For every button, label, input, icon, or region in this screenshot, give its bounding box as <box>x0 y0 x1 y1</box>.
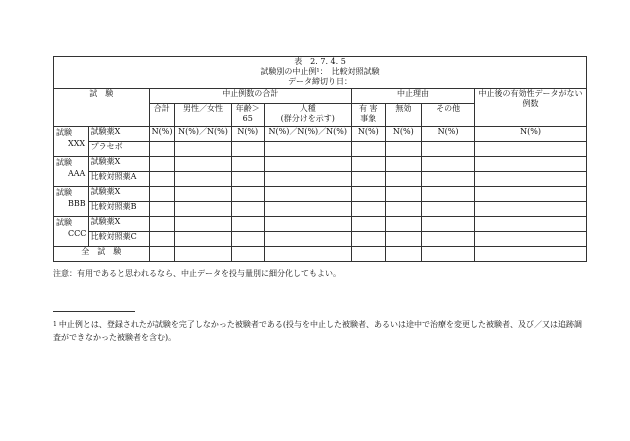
group-code: XXX <box>68 139 86 148</box>
drug-name: 試験薬X <box>88 187 149 202</box>
footnote-mark: 1 <box>53 321 57 328</box>
header-study: 試 験 <box>54 89 150 127</box>
cell-other: N(%) <box>422 127 475 142</box>
table-row-all-studies <box>54 247 587 262</box>
data-cutoff-label: データ締切り日： <box>288 77 352 86</box>
header-race-line1: 人種 <box>299 104 316 113</box>
table-number: 表 2. 7. 4. 5 <box>294 57 346 66</box>
header-reason: 中止理由 <box>351 89 474 104</box>
drug-name: 試験薬X <box>88 157 149 172</box>
cell-age: N(%) <box>231 127 264 142</box>
header-race-line2: (群分けを示す) <box>280 114 335 123</box>
drug-name: 試験薬X <box>88 217 149 232</box>
table-row <box>54 127 587 142</box>
header-discontinuation-count: 中止例数の合計 <box>149 89 351 104</box>
cell-sex: N(%)／N(%) <box>175 127 232 142</box>
cell-total: N(%) <box>149 127 174 142</box>
table-row <box>54 217 587 232</box>
header-age-line1: 年齢＞ <box>235 104 260 113</box>
group-label: 試験 <box>56 188 72 197</box>
group-cell-bbb <box>54 187 89 217</box>
drug-name: 比較対照薬A <box>88 172 149 187</box>
table-row <box>54 232 587 247</box>
group-label: 試験 <box>56 128 72 137</box>
footnote-text: 中止例とは、登録されたが試験を完了しなかった被験者である(投与を中止した被験者、あるいは途中で治療を変更した被験者、及び／又は追跡調査ができなかった被験者を含む)。 <box>53 320 582 342</box>
cell-race: N(%)／N(%)／N(%) <box>264 127 351 142</box>
discontinuation-table <box>53 56 587 262</box>
table-title: 試験別の中止例¹： 比較対照試験 <box>260 67 380 76</box>
group-code: BBB <box>68 199 86 208</box>
table-note: 注意：有用であると思われるなら、中止データを投与量別に細分化してもよい。 <box>53 269 341 278</box>
header-race <box>264 104 351 127</box>
table-row <box>54 157 587 172</box>
cell-adverse-event: N(%) <box>351 127 385 142</box>
group-code: CCC <box>68 229 87 238</box>
cell-ineffective: N(%) <box>385 127 422 142</box>
drug-name: 比較対照薬C <box>88 232 149 247</box>
group-code: AAA <box>68 169 86 178</box>
table-row <box>54 142 587 157</box>
all-studies-label: 全 試 験 <box>54 247 150 262</box>
group-cell-xxx <box>54 127 89 157</box>
table-title-cell <box>54 57 587 89</box>
cell-no-efficacy: N(%) <box>475 127 587 142</box>
table-row <box>54 172 587 187</box>
table-row <box>54 202 587 217</box>
header-adverse-line2: 事象 <box>360 114 377 123</box>
group-label: 試験 <box>56 218 72 227</box>
group-label: 試験 <box>56 158 72 167</box>
footnote <box>53 318 589 344</box>
group-cell-ccc <box>54 217 89 247</box>
header-no-efficacy-data: 中止後の有効性データがない例数 <box>475 89 587 127</box>
drug-name: 比較対照薬B <box>88 202 149 217</box>
header-sex: 男性／女性 <box>175 104 232 127</box>
header-ineffective: 無効 <box>385 104 422 127</box>
table-row <box>54 187 587 202</box>
header-adverse-line1: 有 害 <box>358 104 378 113</box>
header-age-line2: 65 <box>242 114 253 123</box>
footnote-separator <box>53 311 135 312</box>
drug-name: プラセボ <box>88 142 149 157</box>
group-cell-aaa <box>54 157 89 187</box>
drug-name: 試験薬X <box>88 127 149 142</box>
header-age <box>231 104 264 127</box>
header-adverse-event <box>351 104 385 127</box>
header-other: その他 <box>422 104 475 127</box>
header-total: 合計 <box>149 104 174 127</box>
